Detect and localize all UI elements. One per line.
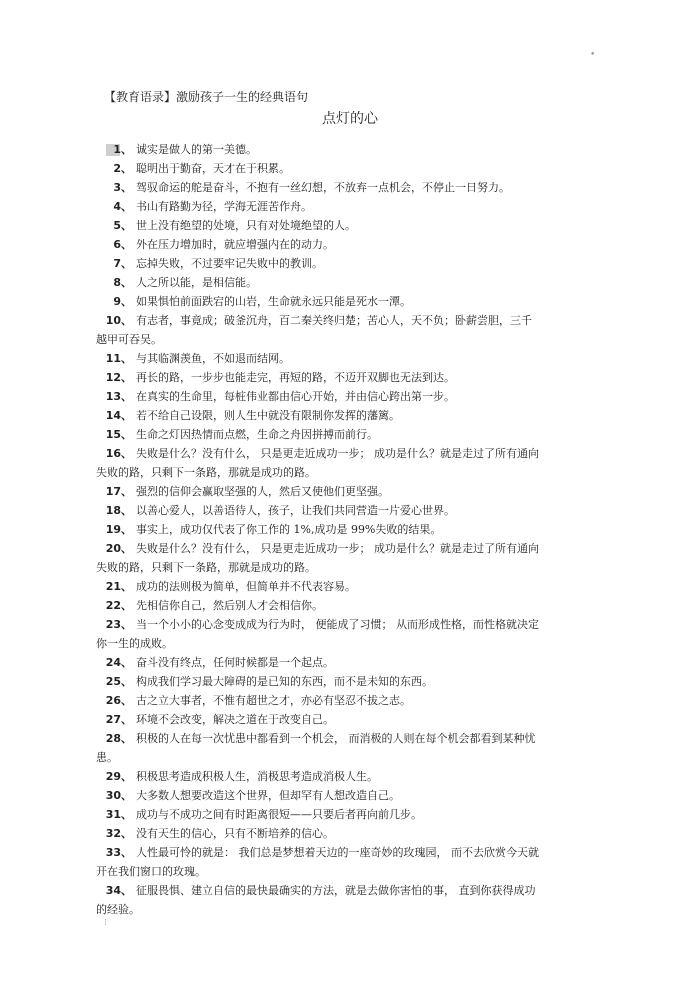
list-item <box>104 349 574 368</box>
list-item <box>104 596 574 615</box>
item-number: 32、 <box>105 827 132 840</box>
list-item <box>104 691 574 710</box>
item-continuation: 越甲可吞吴。 <box>96 333 162 346</box>
item-number: 19、 <box>105 523 132 536</box>
item-text: 没有天生的信心，只有不断培养的信心。 <box>136 827 334 840</box>
item-number: 4、 <box>113 200 132 213</box>
list-item <box>104 824 574 843</box>
item-text: 成功与不成功之间有时距离很短——只要后者再向前几步。 <box>136 808 422 821</box>
item-text: 先相信你自己，然后别人才会相信你。 <box>136 599 323 612</box>
item-number: 27、 <box>105 713 132 726</box>
item-number: 12、 <box>105 371 132 384</box>
item-number: 15、 <box>105 428 132 441</box>
item-number: 24、 <box>105 656 132 669</box>
list-item <box>104 159 574 178</box>
item-text: 人之所以能，是相信能。 <box>136 276 257 289</box>
list-item <box>104 254 574 273</box>
item-number: 9、 <box>113 295 132 308</box>
list-item <box>104 292 574 311</box>
item-text: 事实上，成功仅代表了你工作的 1%,成功是 99%失败的结果。 <box>136 523 442 536</box>
item-number: 3、 <box>113 181 132 194</box>
item-number: 21、 <box>105 580 132 593</box>
item-number: 29、 <box>105 770 132 783</box>
list-item <box>104 767 574 786</box>
item-continuation: 的经验。 <box>96 903 140 916</box>
item-text: 积极的人在每一次忧患中都看到一个机会， 而消极的人则在每个机会都看到某种忧 <box>136 732 536 745</box>
item-number: 6、 <box>113 238 132 251</box>
list-item <box>104 197 574 216</box>
item-number: 8、 <box>113 276 132 289</box>
item-text: 聪明出于勤奋，天才在于积累。 <box>136 162 290 175</box>
item-text: 大多数人想要改造这个世界，但却罕有人想改造自己。 <box>136 789 400 802</box>
list-item <box>104 387 574 406</box>
item-text: 书山有路勤为径，学海无涯苦作舟。 <box>136 200 312 213</box>
item-number: 18、 <box>105 504 132 517</box>
item-text: 外在压力增加时，就应增强内在的动力。 <box>136 238 334 251</box>
item-number: 11、 <box>105 352 132 365</box>
list-item <box>104 615 574 634</box>
item-text: 当一个小小的心念变成成为行为时， 便能成了习惯； 从而形成性格，而性格就决定 <box>136 618 539 631</box>
item-number: 1、 <box>113 143 132 156</box>
item-number: 17、 <box>105 485 132 498</box>
list-item <box>104 729 574 748</box>
list-item <box>104 216 574 235</box>
item-text: 构成我们学习最大障碍的是已知的东西，而不是未知的东西。 <box>136 675 433 688</box>
bottom-left-mark: ⁝ <box>104 918 107 928</box>
item-text: 成功的法则极为简单，但简单并不代表容易。 <box>136 580 356 593</box>
item-text: 积极思考造成积极人生，消极思考造成消极人生。 <box>136 770 378 783</box>
item-number: 26、 <box>105 694 132 707</box>
list-item <box>104 425 574 444</box>
top-right-mark: • <box>590 50 596 60</box>
item-text: 驾驭命运的舵是奋斗，不抱有一丝幻想，不放弃一点机会，不停止一日努力。 <box>136 181 510 194</box>
quote-list <box>96 140 574 919</box>
item-text: 诚实是做人的第一美德。 <box>136 143 257 156</box>
item-text: 以善心爱人，以善语待人，孩子，让我们共同营造一片爱心世界。 <box>136 504 455 517</box>
item-continuation: 失败的路，只剩下一条路，那就是成功的路。 <box>96 466 316 479</box>
item-text: 如果惧怕前面跌宕的山岩，生命就永远只能是死水一潭。 <box>136 295 411 308</box>
list-item <box>104 539 574 558</box>
item-text: 世上没有绝望的处境，只有对处境绝望的人。 <box>136 219 356 232</box>
item-text: 环境不会改变，解决之道在于改变自己。 <box>136 713 334 726</box>
item-number: 31、 <box>105 808 132 821</box>
item-text: 有志者，事竟成；破釜沉舟，百二秦关终归楚；苦心人，天不负；卧薪尝胆，三千 <box>136 314 532 327</box>
list-item <box>104 672 574 691</box>
item-text: 失败是什么？没有什么， 只是更走近成功一步； 成功是什么？就是走过了所有通向 <box>136 542 539 555</box>
item-text: 忘掉失败，不过要牢记失败中的教训。 <box>136 257 323 270</box>
list-item <box>104 710 574 729</box>
item-text: 奋斗没有终点，任何时候都是一个起点。 <box>136 656 334 669</box>
item-text: 强烈的信仰会赢取坚强的人，然后又使他们更坚强。 <box>136 485 389 498</box>
list-item <box>104 520 574 539</box>
list-item <box>104 178 574 197</box>
item-text: 生命之灯因热情而点燃，生命之舟因拼搏而前行。 <box>136 428 378 441</box>
item-number: 13、 <box>105 390 132 403</box>
item-number: 25、 <box>105 675 132 688</box>
item-continuation: 你一生的成败。 <box>96 637 173 650</box>
item-text: 若不给自己设限，则人生中就没有限制你发挥的藩篱。 <box>136 409 400 422</box>
item-number: 22、 <box>105 599 132 612</box>
item-number: 30、 <box>105 789 132 802</box>
item-number: 16、 <box>105 447 132 460</box>
item-text: 与其临渊羡鱼，不如退而结网。 <box>136 352 290 365</box>
item-number: 23、 <box>105 618 132 631</box>
item-text: 古之立大事者，不惟有超世之才，亦必有坚忍不拔之志。 <box>136 694 411 707</box>
list-item <box>104 843 574 862</box>
list-item <box>104 577 574 596</box>
item-continuation: 开在我们窗口的玫瑰。 <box>96 865 206 878</box>
item-number: 2、 <box>113 162 132 175</box>
list-item <box>104 273 574 292</box>
item-number: 33、 <box>105 846 132 859</box>
list-item <box>104 482 574 501</box>
header-line: 【教育语录】激励孩子一生的经典语句 <box>104 90 309 104</box>
list-item <box>104 881 574 900</box>
item-text: 失败是什么？没有什么， 只是更走近成功一步； 成功是什么？就是走过了所有通向 <box>136 447 539 460</box>
item-continuation: 患。 <box>96 751 118 764</box>
item-text: 在真实的生命里，每桩伟业都由信心开始，并由信心跨出第一步。 <box>136 390 455 403</box>
list-item <box>104 311 574 330</box>
item-text: 征服畏惧、建立自信的最快最确实的方法，就是去做你害怕的事， 直到你获得成功 <box>136 884 536 897</box>
list-item <box>104 406 574 425</box>
list-item <box>104 786 574 805</box>
list-item <box>104 653 574 672</box>
item-number: 7、 <box>113 257 132 270</box>
list-item <box>104 140 574 159</box>
item-number: 20、 <box>105 542 132 555</box>
list-item <box>104 501 574 520</box>
item-number: 28、 <box>105 732 132 745</box>
list-item <box>104 235 574 254</box>
item-continuation: 失败的路，只剩下一条路，那就是成功的路。 <box>96 561 316 574</box>
item-number: 14、 <box>105 409 132 422</box>
list-item <box>104 444 574 463</box>
item-number: 10、 <box>105 314 132 327</box>
item-number: 5、 <box>113 219 132 232</box>
item-text: 人性最可怜的就是： 我们总是梦想着天边的一座奇妙的玫瑰园， 而不去欣赏今天就 <box>136 846 539 859</box>
page-title: 点灯的心 <box>322 111 378 127</box>
list-item <box>104 368 574 387</box>
list-item <box>104 805 574 824</box>
item-number: 34、 <box>105 884 132 897</box>
item-text: 再长的路，一步步也能走完，再短的路，不迈开双脚也无法到达。 <box>136 371 455 384</box>
